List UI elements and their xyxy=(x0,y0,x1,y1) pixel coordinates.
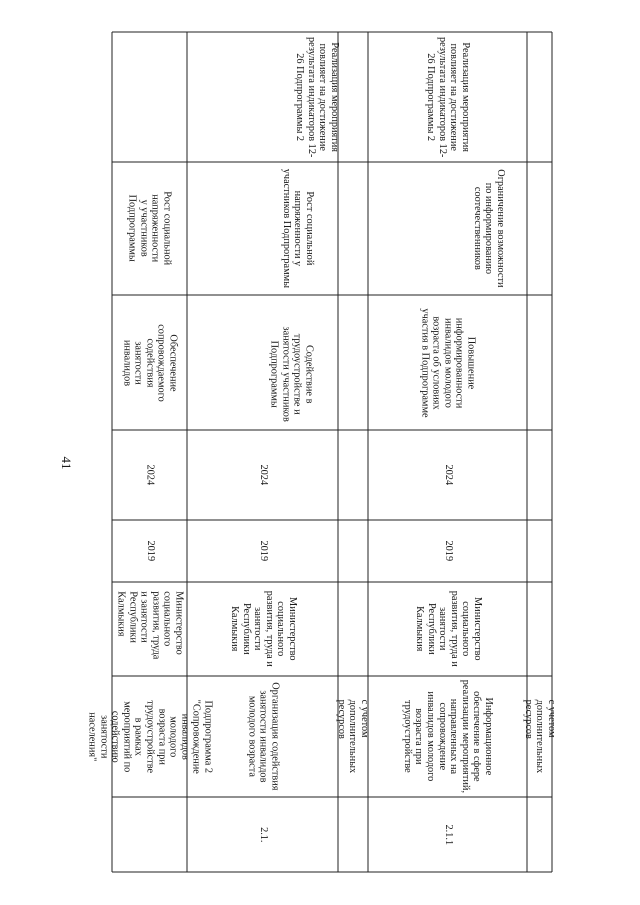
row-1-executor: Министерство социального развития, труда и занятости Республики Калмыкия xyxy=(115,591,185,660)
row-2-consequences: Рост социальной напряженности у участников Подпрограммы xyxy=(280,168,315,289)
row-4-start: 2019 xyxy=(442,540,454,562)
row-2-name: Организация содействия занятости инвалидов молодого возраста xyxy=(245,682,280,791)
row-4-consequences: Ограничение возможности по информированию соотечественников xyxy=(471,169,506,288)
row-1-consequences: Рост социальной напряженности у участников Подпрограммы xyxy=(126,191,173,266)
row-5-number xyxy=(527,797,552,872)
row-3-name: с учетом дополнительных ресурсов xyxy=(336,699,371,774)
row-4-name: Информационное обеспечение в сфере реализации мероприятий, направленных на сопровождение инвалидов молодого возраста при трудоустройстве xyxy=(401,679,494,794)
row-1-end: 2024 xyxy=(144,464,156,486)
row-2-number: 2.1. xyxy=(257,826,269,843)
row-4-link: Реализация мероприятия повлияет на достижение результата индикаторов 12-26 Подпрограммы 2 xyxy=(424,36,471,158)
page-number: 41 xyxy=(59,456,74,470)
row-1-result: Обеспечение сопровождаемого содействия занятости инвалидов xyxy=(121,323,179,402)
row-4-end: 2024 xyxy=(442,464,454,486)
row-2-result: Содействие в трудоустройстве и занятости участников Подпрограммы xyxy=(268,326,315,422)
row-2-link: Реализация мероприятия повлияет на достижение результата индикаторов 12-26 Подпрограммы 2 xyxy=(294,36,341,158)
row-4-executor: Министерство социального развития, труда и занятости Республики Калмыкия xyxy=(413,590,483,668)
row-2-end: 2024 xyxy=(257,464,269,486)
row-2-executor: Министерство социального развития, труда и занятости Республики Калмыкия xyxy=(228,590,298,668)
row-1-start: 2019 xyxy=(144,540,156,562)
row-4-result: Повышение информированности инвалидов молодого возраста об условиях участия в Подпрограмме xyxy=(419,307,477,418)
row-3-number xyxy=(338,797,368,872)
row-4-number: 2.1.1 xyxy=(442,824,454,845)
row-1-number xyxy=(112,797,187,872)
row-2-start: 2019 xyxy=(257,540,269,562)
row-5-name: с учетом дополнительных ресурсов xyxy=(522,699,557,774)
row-1-link xyxy=(112,32,187,162)
row-1-name: Подпрограмма 2 "Сопровождение инвалидов молодого возраста при трудоустройстве в рамках мероприятий по содействию занятости населения" xyxy=(86,699,214,774)
